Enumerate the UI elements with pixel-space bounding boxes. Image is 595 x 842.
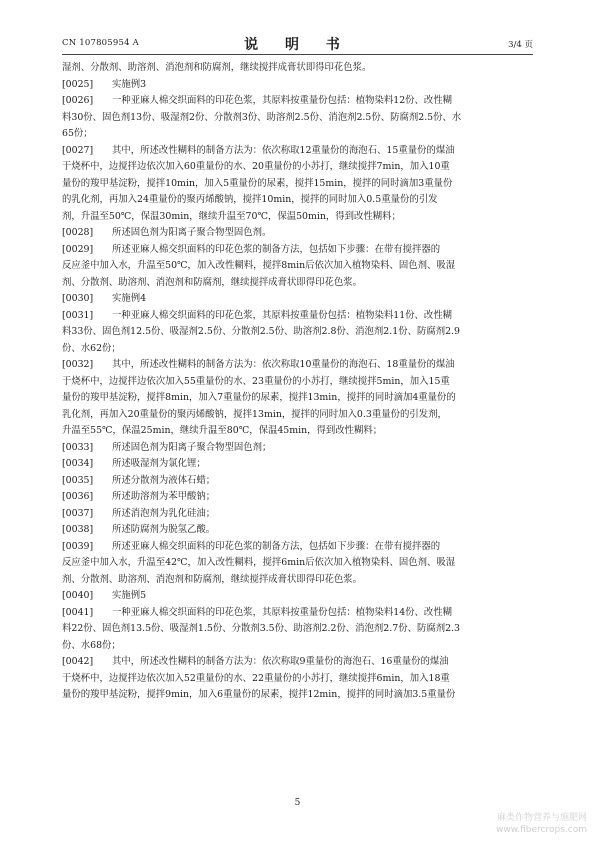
line-text: 反应釜中加入水，升温至42℃，加入改性糊料，搅拌6min后依次加入植物染料、固色剂、吸湿 [62,557,456,568]
text-line [62,555,533,572]
text-line [62,407,533,424]
line-text: 于烧杯中，边搅拌边依次加入52重量份的水、22重量份的小苏打，继续搅拌6min，加入18重 [62,672,450,684]
paragraph-number: [0026] [62,95,94,106]
text-line [62,440,533,457]
line-text: 一种亚麻人棉交织面料的印花色浆，其原料按重量份包括：植物染料14份、改性糊 [112,606,453,618]
text-line [62,473,533,490]
line-text: 所述吸湿剂为氯化锂； [112,458,206,469]
paragraph-number: [0037] [62,507,94,519]
page-number: 5 [294,798,301,808]
text-line [62,489,533,506]
text-line [62,390,533,407]
paragraph-number: [0035] [62,474,94,486]
line-text: 份、水68份； [62,639,121,651]
line-text: 料22份、固色剂13.5份、吸湿剂1.5份、分散剂3.5份、助溶剂2.2份、消泡剂2.7份、防腐剂2.3 [62,623,460,634]
text-line [62,539,533,556]
line-text: 所述防腐剂为脱氢乙酸。 [112,524,216,535]
paragraph-number: [0030] [62,293,94,304]
line-text: 的乳化剂，再加入24重量份的聚丙烯酸钠，搅拌10min，搅拌的同时加入0.5重量份的引发 [62,194,438,205]
watermark-site-name: 麻类作物营养与施肥网 [496,813,587,823]
text-line [62,126,533,143]
line-text: 实施例5 [112,590,147,601]
text-line [62,588,533,605]
text-line [62,374,533,391]
line-text: 量份的羧甲基淀粉，搅拌8min，加入7重量份的尿素，搅拌13min，搅拌的同时滴加4重量份的 [62,392,456,403]
line-text: 剂、分散剂、助溶剂、消泡剂和防腐剂，继续搅拌成膏状即得印花色浆。 [62,276,363,288]
document-body [62,60,533,704]
text-line [62,143,533,160]
line-text: 剂、分散剂、助溶剂、消泡剂和防腐剂，继续搅拌成膏状即得印花色浆。 [62,573,363,585]
text-line [62,176,533,193]
text-line [62,209,533,226]
paragraph-number: [0028] [62,227,94,238]
text-line [62,357,533,374]
line-text: 其中，所述改性糊料的制备方法为：依次称取12重量份的海泡石、15重量份的煤油 [112,144,455,156]
line-text: 料30份、固色剂13份、吸湿剂2份、分散剂3份、助溶剂2.5份、消泡剂2.5份、防腐剂2.5份、水 [62,111,462,123]
text-line [62,572,533,589]
header-divider [62,54,533,55]
line-text: 量份的羧甲基淀粉，搅拌10min，加入5重量份的尿素，搅拌15min，搅拌的同时滴加3重量份 [62,177,453,189]
paragraph-number: [0033] [62,441,94,453]
text-line [62,687,533,704]
paragraph-number: [0034] [62,458,94,469]
text-line [62,258,533,275]
text-line [62,275,533,292]
text-line [62,291,533,308]
paragraph-number: [0032] [62,359,94,370]
text-line [62,324,533,341]
line-text: 所述固色剂为阳离子聚合物型固色剂。 [112,227,272,238]
line-text: 料33份、固色剂12.5份、吸湿剂2.5份、分散剂2.5份、助溶剂2.8份、消泡剂2.1份、防腐剂2.9 [62,326,460,337]
line-text: 所述分散剂为液体石蜡； [112,474,216,486]
text-line [62,110,533,127]
line-text: 所述助溶剂为苯甲酸钠； [112,491,216,502]
text-line [62,671,533,688]
line-text: 升温至55℃，保温25min，继续升温至80℃，保温45min，得到改性糊料； [62,425,383,436]
text-line [62,423,533,440]
text-line [62,506,533,523]
line-text: 65份； [62,128,93,139]
line-text: 于烧杯中，边搅拌边依次加入60重量份的水、20重量份的小苏打，继续搅拌7min，加入10重 [62,161,450,172]
line-text: 湿剂、分散剂、助溶剂、消泡剂和防腐剂，继续搅拌成膏状即得印花色浆。 [62,62,372,73]
line-text: 所述亚麻人棉交织面料的印花色浆的制备方法，包括如下步骤：在带有搅拌器的 [112,540,441,552]
text-line [62,60,533,77]
text-line [62,654,533,671]
text-line [62,341,533,358]
line-text: 所述消泡剂为乳化硅油； [112,507,216,519]
paragraph-number: [0040] [62,590,94,601]
text-line [62,522,533,539]
line-text: 于烧杯中，边搅拌边依次加入55重量份的水、23重量份的小苏打，继续搅拌5min，加入15重 [62,375,450,387]
line-text: 一种亚麻人棉交织面料的印花色浆，其原料按重量份包括：植物染料12份、改性糊 [112,95,453,106]
line-text: 量份的羧甲基淀粉，搅拌9min，加入6重量份的尿素，搅拌12min，搅拌的同时滴加3.5重量份 [62,689,456,700]
line-text: 实施例4 [112,293,147,304]
line-text: 实施例3 [112,78,147,90]
paragraph-number: [0031] [62,309,94,321]
line-text: 所述亚麻人棉交织面料的印花色浆的制备方法，包括如下步骤：在带有搅拌器的 [112,243,441,255]
line-text: 所述固色剂为阳离子聚合物型固色剂； [112,441,272,453]
text-line [62,93,533,110]
text-line [62,192,533,209]
line-text: 其中，所述改性糊料的制备方法为：依次称取10重量份的海泡石、18重量份的煤油 [112,359,455,370]
page-header [62,32,533,52]
page-indicator: 3/4 页 [508,40,533,50]
paragraph-number: [0036] [62,491,94,502]
paragraph-number: [0038] [62,524,94,535]
paragraph-number: [0041] [62,606,94,618]
text-line [62,242,533,259]
watermark [496,812,587,836]
paragraph-number: [0025] [62,78,94,90]
text-line [62,605,533,622]
line-text: 反应釜中加入水，升温至50℃，加入改性糊料，搅拌8min后依次加入植物染料、固色剂、吸湿 [62,260,456,271]
paragraph-number: [0029] [62,243,94,255]
text-line [62,621,533,638]
text-line [62,456,533,473]
watermark-url: www.fibercrops.com [496,825,587,835]
paragraph-number: [0027] [62,144,94,156]
patent-number: CN 107805954 A [62,38,139,48]
text-line [62,159,533,176]
line-text: 份、水62份； [62,342,121,354]
line-text: 乳化剂，再加入20重量份的聚丙烯酸钠，搅拌13min，搅拌的同时加入0.3重量份的引发剂， [62,408,447,420]
text-line [62,308,533,325]
text-line [62,638,533,655]
line-text: 剂，升温至50℃，保温30min，继续升温至70℃，保温50min，得到改性糊料； [62,210,401,222]
line-text: 一种亚麻人棉交织面料的印花色浆，其原料按重量份包括：植物染料11份、改性糊 [112,309,453,321]
document-title: 说 明 书 [244,37,351,53]
paragraph-number: [0039] [62,540,94,552]
text-line [62,77,533,94]
paragraph-number: [0042] [62,656,94,667]
line-text: 其中，所述改性糊料的制备方法为：依次称取9重量份的海泡石、16重量份的煤油 [112,656,449,667]
text-line [62,225,533,242]
